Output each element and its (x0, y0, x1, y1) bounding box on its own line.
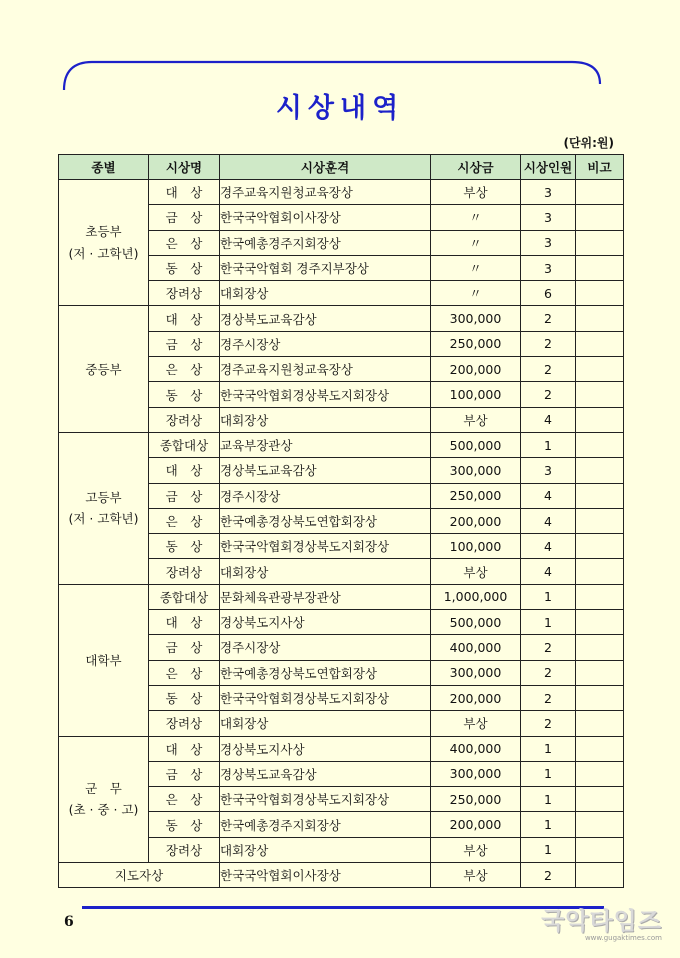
note-cell (576, 306, 624, 331)
division-cell (59, 584, 149, 736)
header-note: 비고 (576, 155, 624, 180)
organization-cell: 한국국악협회경상북도지회장상 (220, 787, 431, 812)
division-subtitle: (저 · 고학년) (68, 245, 139, 261)
organization-cell: 한국예총경주지회장상 (220, 230, 431, 255)
winners-count-cell: 2 (521, 331, 576, 356)
prize-cell: 1,000,000 (431, 584, 521, 609)
award-name-cell: 대 상 (149, 306, 220, 331)
award-name-cell: 은 상 (149, 660, 220, 685)
award-name-cell: 은 상 (149, 230, 220, 255)
note-cell (576, 483, 624, 508)
winners-count-cell: 2 (521, 635, 576, 660)
prize-cell: 100,000 (431, 382, 521, 407)
award-name-cell: 금 상 (149, 331, 220, 356)
header-organization: 시상훈격 (220, 155, 431, 180)
watermark-url: www.gugaktimes.com (584, 934, 662, 942)
table-header-row (59, 155, 624, 180)
awards-table (58, 154, 624, 888)
division-name: 고등부 (85, 490, 122, 506)
winners-count-cell: 3 (521, 230, 576, 255)
division-subtitle: (저 · 고학년) (68, 511, 139, 527)
note-cell (576, 382, 624, 407)
organization-cell: 경주교육지원청교육장상 (220, 180, 431, 205)
winners-count-cell: 2 (521, 711, 576, 736)
note-cell (576, 205, 624, 230)
prize-cell: 〃 (431, 281, 521, 306)
prize-cell: 부상 (431, 837, 521, 862)
organization-cell: 한국국악협회경상북도지회장상 (220, 382, 431, 407)
note-cell (576, 787, 624, 812)
award-name-cell: 대 상 (149, 610, 220, 635)
award-name-cell: 금 상 (149, 761, 220, 786)
prize-cell: 300,000 (431, 306, 521, 331)
prize-cell: 400,000 (431, 736, 521, 761)
note-cell (576, 863, 624, 888)
prize-cell: 부상 (431, 559, 521, 584)
prize-cell: 300,000 (431, 761, 521, 786)
winners-count-cell: 3 (521, 205, 576, 230)
winners-count-cell: 4 (521, 534, 576, 559)
winners-count-cell: 1 (521, 812, 576, 837)
organization-cell: 경주시장상 (220, 635, 431, 660)
division-name: 중등부 (85, 361, 122, 377)
winners-count-cell: 3 (521, 458, 576, 483)
prize-cell: 300,000 (431, 660, 521, 685)
organization-cell: 교육부장관상 (220, 432, 431, 457)
note-cell (576, 255, 624, 280)
organization-cell: 대회장상 (220, 837, 431, 862)
winners-count-cell: 2 (521, 382, 576, 407)
note-cell (576, 812, 624, 837)
watermark-logo (517, 908, 662, 948)
prize-cell: 100,000 (431, 534, 521, 559)
note-cell (576, 534, 624, 559)
award-name-cell: 장려상 (149, 281, 220, 306)
award-name-cell: 종합대상 (149, 584, 220, 609)
winners-count-cell: 1 (521, 432, 576, 457)
prize-cell: 〃 (431, 230, 521, 255)
page-number: 6 (64, 914, 74, 930)
prize-cell: 500,000 (431, 432, 521, 457)
prize-cell: 부상 (431, 407, 521, 432)
note-cell (576, 281, 624, 306)
unit-note: (단위:원) (563, 136, 614, 150)
award-name-cell: 은 상 (149, 787, 220, 812)
award-name-cell: 장려상 (149, 407, 220, 432)
prize-cell: 500,000 (431, 610, 521, 635)
winners-count-cell: 4 (521, 559, 576, 584)
prize-cell: 〃 (431, 255, 521, 280)
note-cell (576, 458, 624, 483)
organization-cell: 대회장상 (220, 711, 431, 736)
table-row (59, 306, 624, 331)
header-division: 종별 (59, 155, 149, 180)
note-cell (576, 761, 624, 786)
winners-count-cell: 2 (521, 685, 576, 710)
organization-cell: 경주교육지원청교육장상 (220, 357, 431, 382)
header-award: 시상명 (149, 155, 220, 180)
prize-cell: 200,000 (431, 812, 521, 837)
note-cell (576, 508, 624, 533)
award-name-cell: 동 상 (149, 534, 220, 559)
winners-count-cell: 1 (521, 761, 576, 786)
award-name-cell: 장려상 (149, 711, 220, 736)
award-name-cell: 은 상 (149, 357, 220, 382)
organization-cell: 한국국악협회이사장상 (220, 863, 431, 888)
table-row (59, 180, 624, 205)
table-row (59, 432, 624, 457)
note-cell (576, 635, 624, 660)
winners-count-cell: 1 (521, 610, 576, 635)
prize-cell: 200,000 (431, 357, 521, 382)
award-name-cell: 동 상 (149, 382, 220, 407)
winners-count-cell: 2 (521, 306, 576, 331)
note-cell (576, 660, 624, 685)
winners-count-cell: 3 (521, 180, 576, 205)
winners-count-cell: 1 (521, 787, 576, 812)
note-cell (576, 736, 624, 761)
award-name-cell: 동 상 (149, 255, 220, 280)
header-winners: 시상인원 (521, 155, 576, 180)
note-cell (576, 357, 624, 382)
prize-cell: 250,000 (431, 483, 521, 508)
winners-count-cell: 2 (521, 660, 576, 685)
organization-cell: 한국국악협회경상북도지회장상 (220, 534, 431, 559)
award-name-cell: 장려상 (149, 837, 220, 862)
note-cell (576, 432, 624, 457)
prize-cell: 300,000 (431, 458, 521, 483)
note-cell (576, 180, 624, 205)
prize-cell: 400,000 (431, 635, 521, 660)
watermark-text: 국악타임즈 (541, 907, 662, 935)
awards-table-body (59, 180, 624, 888)
award-name-cell: 대 상 (149, 736, 220, 761)
award-name-cell: 종합대상 (149, 432, 220, 457)
prize-cell: 〃 (431, 205, 521, 230)
organization-cell: 한국예총경상북도연합회장상 (220, 508, 431, 533)
winners-count-cell: 2 (521, 357, 576, 382)
winners-count-cell: 1 (521, 736, 576, 761)
organization-cell: 경주시장상 (220, 483, 431, 508)
division-cell (59, 736, 149, 862)
award-name-cell: 동 상 (149, 812, 220, 837)
organization-cell: 경주시장상 (220, 331, 431, 356)
note-cell (576, 584, 624, 609)
winners-count-cell: 4 (521, 407, 576, 432)
division-cell (59, 432, 149, 584)
organization-cell: 경상북도교육감상 (220, 761, 431, 786)
award-name-cell: 은 상 (149, 508, 220, 533)
prize-cell: 200,000 (431, 508, 521, 533)
prize-cell: 부상 (431, 180, 521, 205)
winners-count-cell: 1 (521, 584, 576, 609)
award-name-cell: 대 상 (149, 458, 220, 483)
organization-cell: 한국국악협회 경주지부장상 (220, 255, 431, 280)
winners-count-cell: 2 (521, 863, 576, 888)
organization-cell: 대회장상 (220, 407, 431, 432)
organization-cell: 경상북도지사상 (220, 736, 431, 761)
winners-count-cell: 1 (521, 837, 576, 862)
note-cell (576, 407, 624, 432)
prize-cell: 250,000 (431, 787, 521, 812)
note-cell (576, 230, 624, 255)
winners-count-cell: 6 (521, 281, 576, 306)
note-cell (576, 685, 624, 710)
division-name: 군 무 (85, 781, 122, 797)
header-prize: 시상금 (431, 155, 521, 180)
table-row-instructor (59, 863, 624, 888)
award-name-cell: 동 상 (149, 685, 220, 710)
winners-count-cell: 3 (521, 255, 576, 280)
prize-cell: 부상 (431, 863, 521, 888)
note-cell (576, 837, 624, 862)
organization-cell: 대회장상 (220, 281, 431, 306)
division-cell (59, 306, 149, 432)
table-row (59, 736, 624, 761)
award-name-cell: 금 상 (149, 635, 220, 660)
note-cell (576, 711, 624, 736)
award-name-cell: 금 상 (149, 483, 220, 508)
organization-cell: 한국예총경상북도연합회장상 (220, 660, 431, 685)
note-cell (576, 559, 624, 584)
organization-cell: 한국예총경주지회장상 (220, 812, 431, 837)
organization-cell: 경상북도교육감상 (220, 306, 431, 331)
organization-cell: 한국국악협회이사장상 (220, 205, 431, 230)
organization-cell: 한국국악협회경상북도지회장상 (220, 685, 431, 710)
division-subtitle: (초 · 중 · 고) (68, 802, 139, 818)
prize-cell: 250,000 (431, 331, 521, 356)
award-name-cell: 장려상 (149, 559, 220, 584)
organization-cell: 문화체육관광부장관상 (220, 584, 431, 609)
award-name-cell: 금 상 (149, 205, 220, 230)
division-name: 초등부 (85, 224, 122, 240)
division-cell (59, 180, 149, 306)
organization-cell: 대회장상 (220, 559, 431, 584)
prize-cell: 부상 (431, 711, 521, 736)
organization-cell: 경상북도교육감상 (220, 458, 431, 483)
division-name: 대학부 (85, 652, 122, 668)
winners-count-cell: 4 (521, 508, 576, 533)
note-cell (576, 610, 624, 635)
award-name-cell: 대 상 (149, 180, 220, 205)
page-title: 시상내역 (275, 93, 405, 124)
table-row (59, 584, 624, 609)
instructor-award-label: 지도자상 (59, 863, 220, 888)
winners-count-cell: 4 (521, 483, 576, 508)
note-cell (576, 331, 624, 356)
organization-cell: 경상북도지사상 (220, 610, 431, 635)
prize-cell: 200,000 (431, 685, 521, 710)
